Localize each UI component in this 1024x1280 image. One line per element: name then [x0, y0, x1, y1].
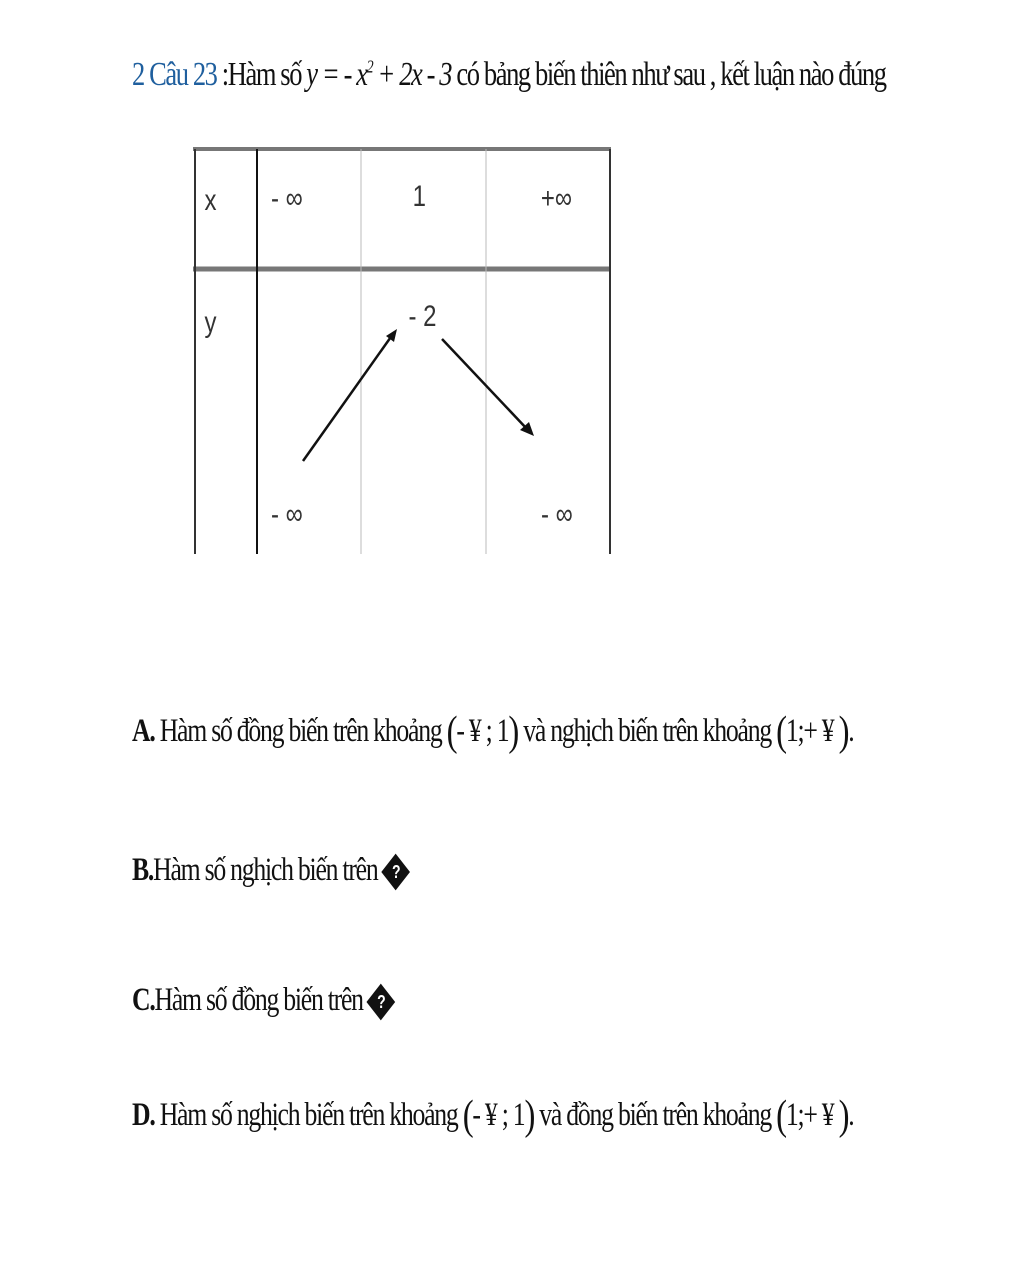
decreasing-arrow	[442, 339, 527, 429]
x-value-neg-inf: - ∞	[270, 182, 303, 215]
question-number: 2 Câu 23	[132, 56, 217, 93]
answer-b-label: B.	[132, 852, 154, 888]
missing-symbol-icon: ?	[366, 984, 395, 1021]
answer-d-text: Hàm số nghịch biến trên khoảng	[154, 1097, 463, 1133]
answer-c-text: Hàm số đồng biến trên	[154, 982, 363, 1018]
answer-option-a[interactable]: A. Hàm số đồng biến trên khoảng (- ¥ ; 1) và nghịch biến trên khoảng (1;+ ¥ ).	[132, 709, 854, 755]
answer-a-interval-1: - ¥ ; 1	[456, 713, 509, 749]
answer-a-end: .	[848, 713, 854, 749]
answer-a-label: A.	[132, 713, 155, 749]
answer-a-text: Hàm số đồng biến trên khoảng	[154, 713, 447, 749]
answer-d-interval-2: 1;+ ¥	[785, 1097, 839, 1133]
answer-option-b[interactable]	[132, 852, 406, 889]
variation-table	[193, 146, 613, 556]
x-row-label: x	[204, 184, 217, 217]
y-right-limit: - ∞	[540, 498, 573, 531]
missing-symbol-icon: ?	[381, 854, 410, 891]
answer-d-interval-1: - ¥ ; 1	[472, 1097, 525, 1133]
answer-c-label: C.	[132, 982, 155, 1018]
increasing-arrow	[303, 334, 393, 461]
answer-d-middle: và đồng biến trên khoảng	[534, 1097, 777, 1133]
y-left-limit: - ∞	[270, 498, 303, 531]
question-text-after: có bảng biến thiên như sau , kết luận nào đúng	[451, 56, 886, 93]
y-max-value: - 2	[408, 300, 437, 333]
function-formula: y = - $x^2 + 2x - 3$	[306, 56, 452, 93]
x-value-one: 1	[412, 180, 427, 213]
answer-a-interval-2: 1;+ ¥	[785, 713, 839, 749]
answer-option-c[interactable]	[132, 982, 391, 1019]
answer-option-d[interactable]: D. Hàm số nghịch biến trên khoảng (- ¥ ; 1) và đồng biến trên khoảng (1;+ ¥ ).	[132, 1093, 854, 1139]
answer-b-text: Hàm số nghịch biến trên	[153, 852, 378, 888]
answer-d-label: D.	[132, 1097, 155, 1133]
question-text-before: :Hàm số	[216, 56, 307, 93]
answer-a-middle: và nghịch biến trên khoảng	[518, 713, 777, 749]
x-value-pos-inf: +∞	[540, 182, 573, 215]
answer-d-end: .	[848, 1097, 854, 1133]
y-row-label: y	[204, 306, 217, 339]
question-stem	[132, 56, 886, 94]
